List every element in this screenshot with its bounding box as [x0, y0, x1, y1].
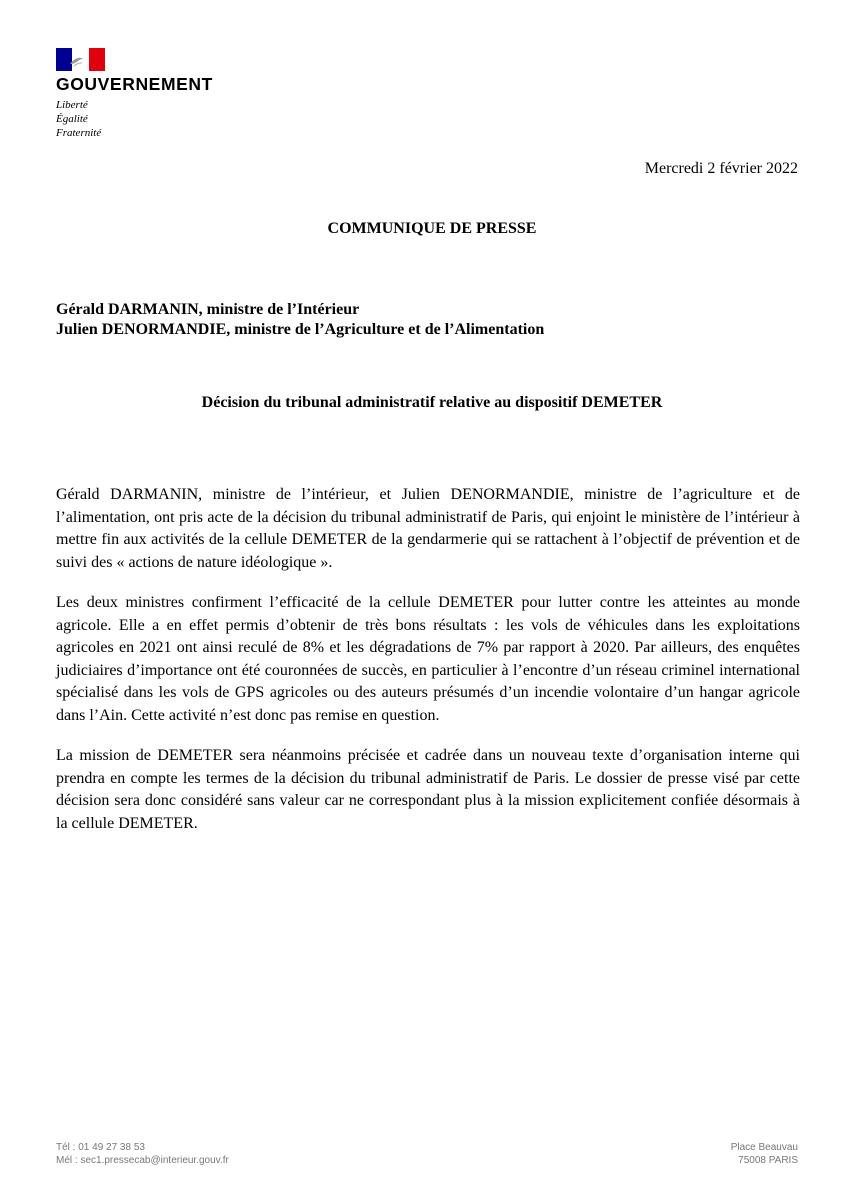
press-release-subject: Décision du tribunal administratif relative au dispositif DEMETER	[201, 394, 663, 411]
body-paragraph-1: Gérald DARMANIN, ministre de l’intérieur, et Julien DENORMANDIE, ministre de l’agriculture et de l’alimentation, ont pris acte de la décision du tribunal administratif de Paris, qui enjoint le ministère de l’intérieur à mettre fin aux activités de la cellule DEMETER de la gendarmerie qui se rattachent à l’objectif de prévention et de suivi des « actions de nature idéologique ».	[56, 486, 800, 571]
body-paragraph-3: La mission de DEMETER sera néanmoins précisée et cadrée dans un nouveau texte d’organisation interne qui prendra en compte les termes de la décision du tribunal administratif de Paris. Le dossier de presse visé par cette décision sera donc considéré sans valeur car ne correspondant plus à la mission explicitement confiée désormais à la cellule DEMETER.	[56, 747, 800, 832]
document-type-title: COMMUNIQUE DE PRESSE	[327, 220, 537, 237]
body-paragraph-2: Les deux ministres confirment l’efficacité de la cellule DEMETER pour lutter contre les atteintes au monde agricole. Elle a en effet permis d’obtenir de très bons résultats : les vols de véhicules dans les exploitations agricoles en 2021 ont ainsi reculé de 8% et les dégradations de 7% par rapport à 2020. Par ailleurs, des enquêtes judiciaires d’importance ont été couronnées de succès, en particulier à l’encontre d’un réseau criminel international spécialisé dans les vols de GPS agricoles ou des auteurs présumés d’un incendie volontaire d’un hangar agricole dans l’Ain. Cette activité n’est donc pas remise en question.	[56, 594, 800, 724]
footer-address-line2: 75008 PARIS	[738, 1155, 798, 1166]
motto-egalite: Égalité	[56, 113, 88, 125]
french-flag-icon	[56, 48, 105, 71]
government-logo	[56, 48, 256, 140]
footer-phone: Tél : 01 49 27 38 53	[56, 1142, 145, 1153]
motto	[56, 98, 256, 140]
footer-contact	[56, 1141, 229, 1167]
minister-interior: Gérald DARMANIN, ministre de l’Intérieur	[56, 301, 360, 318]
footer-email: Mél : sec1.pressecab@interieur.gouv.fr	[56, 1155, 229, 1166]
motto-fraternite: Fraternité	[56, 127, 102, 139]
document-date: Mercredi 2 février 2022	[644, 160, 798, 177]
ministers-block	[56, 300, 544, 340]
press-release-body	[56, 484, 800, 853]
government-name: GOUVERNEMENT	[56, 74, 213, 94]
motto-liberte: Liberté	[56, 99, 88, 111]
footer-address-line1: Place Beauvau	[730, 1142, 798, 1153]
footer-address	[731, 1141, 798, 1167]
minister-agriculture: Julien DENORMANDIE, ministre de l’Agriculture et de l’Alimentation	[56, 321, 545, 338]
